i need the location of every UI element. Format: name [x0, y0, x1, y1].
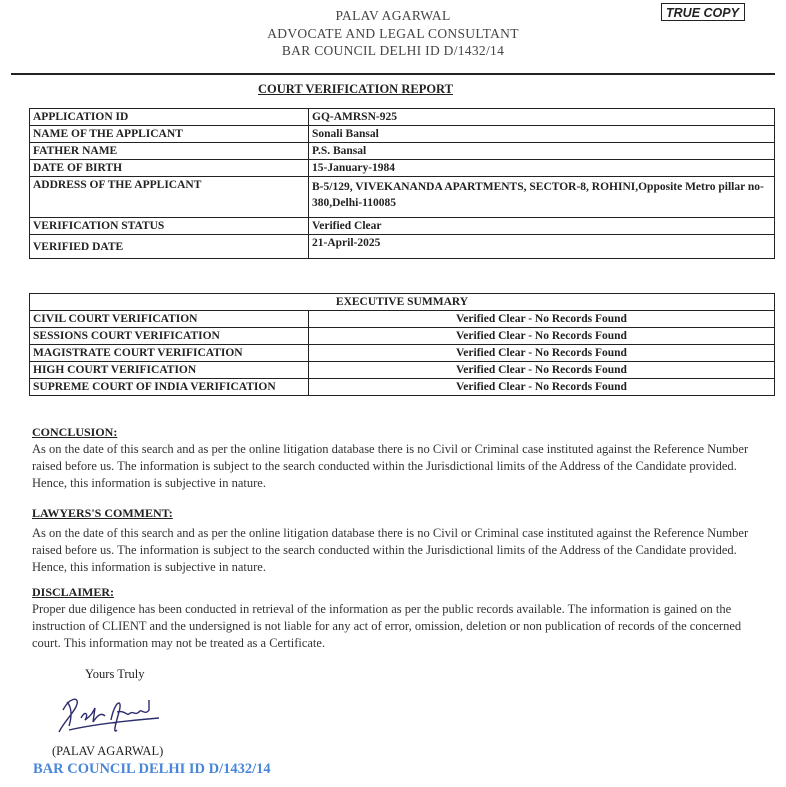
summary-heading-row: [30, 294, 775, 311]
row-value: Verified Clear - No Records Found: [309, 311, 775, 328]
header-bar-id: BAR COUNCIL DELHI ID D/1432/14: [281, 43, 505, 58]
table-row: [30, 379, 775, 396]
table-row: [30, 218, 775, 235]
table-row: [30, 160, 775, 177]
table-row: [30, 126, 775, 143]
row-label: VERIFIED DATE: [30, 235, 309, 259]
row-label: CIVIL COURT VERIFICATION: [30, 311, 309, 328]
conclusion-text: As on the date of this search and as per the online litigation database there is no Civil or Criminal case instituted against the Reference Number raised before us. The information is subject to the search conducted within the Jurisdictional limits of the Address of the Candidate provided. Hence, this information is subjective in nature.: [32, 442, 749, 490]
row-value: Sonali Bansal: [309, 126, 775, 143]
table-row: [30, 345, 775, 362]
signatory-name: (PALAV AGARWAL): [52, 744, 164, 758]
table-row: [30, 177, 775, 218]
conclusion-heading: CONCLUSION:: [32, 425, 118, 439]
row-label: ADDRESS OF THE APPLICANT: [30, 177, 309, 218]
table-row: [30, 328, 775, 345]
row-value: B-5/129, VIVEKANANDA APARTMENTS, SECTOR-8, ROHINI,Opposite Metro pillar no-380,Delhi-110085: [309, 177, 775, 218]
row-label: NAME OF THE APPLICANT: [30, 126, 309, 143]
disclaimer-text: Proper due diligence has been conducted in retrieval of the information as per the public records available. The information is gained on the instruction of CLIENT and the undersigned is not liable for any act of error, omission, deletion or non publication of records of the concerned court. This information may not be treated as a Certificate.: [32, 602, 742, 650]
header-title: ADVOCATE AND LEGAL CONSULTANT: [267, 26, 519, 41]
row-value: 21-April-2025: [309, 235, 775, 259]
row-value: GQ-AMRSN-925: [309, 109, 775, 126]
row-label: APPLICATION ID: [30, 109, 309, 126]
header-divider: [11, 73, 775, 75]
row-label: DATE OF BIRTH: [30, 160, 309, 177]
signature-image: [55, 690, 165, 740]
table-row: [30, 362, 775, 379]
table-row: [30, 235, 775, 259]
report-title: COURT VERIFICATION REPORT: [258, 82, 453, 96]
row-value: 15-January-1984: [309, 160, 775, 177]
row-label: VERIFICATION STATUS: [30, 218, 309, 235]
true-copy-stamp: TRUE COPY: [661, 3, 745, 21]
row-label: SUPREME COURT OF INDIA VERIFICATION: [30, 379, 309, 396]
row-value: Verified Clear - No Records Found: [309, 328, 775, 345]
applicant-details-table: [29, 108, 775, 259]
row-label: MAGISTRATE COURT VERIFICATION: [30, 345, 309, 362]
header-name: PALAV AGARWAL: [335, 8, 451, 23]
row-value: Verified Clear - No Records Found: [309, 362, 775, 379]
signatory-bar-id: BAR COUNCIL DELHI ID D/1432/14: [33, 761, 271, 777]
row-value: P.S. Bansal: [309, 143, 775, 160]
row-value: Verified Clear - No Records Found: [309, 345, 775, 362]
disclaimer-heading: DISCLAIMER:: [32, 585, 115, 599]
closing-text: Yours Truly: [85, 667, 145, 681]
summary-heading: EXECUTIVE SUMMARY: [30, 294, 775, 311]
lawyers-comment-text: As on the date of this search and as per the online litigation database there is no Civil or Criminal case instituted against the Reference Number raised before us. The information is subject to the search conducted within the Jurisdictional limits of the Address of the Candidate provided. Hence, this information is subjective in nature.: [32, 526, 749, 574]
table-row: [30, 311, 775, 328]
lawyers-comment-heading: LAWYERS'S COMMENT:: [32, 506, 173, 520]
row-label: HIGH COURT VERIFICATION: [30, 362, 309, 379]
row-label: SESSIONS COURT VERIFICATION: [30, 328, 309, 345]
table-row: [30, 109, 775, 126]
executive-summary-table: [29, 293, 775, 396]
row-value: Verified Clear - No Records Found: [309, 379, 775, 396]
table-row: [30, 143, 775, 160]
row-label: FATHER NAME: [30, 143, 309, 160]
row-value: Verified Clear: [309, 218, 775, 235]
